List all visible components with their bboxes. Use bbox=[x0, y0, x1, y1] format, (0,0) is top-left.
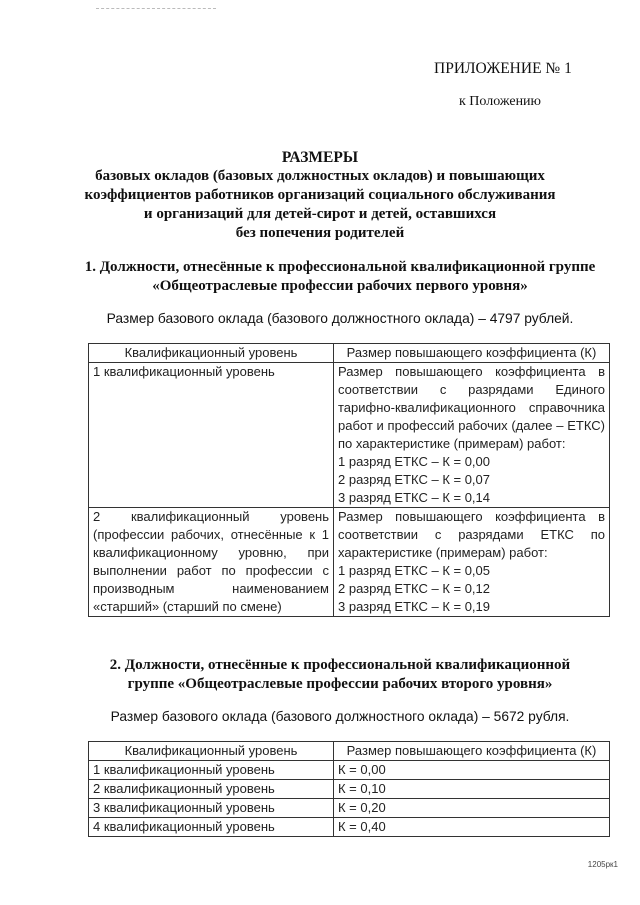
table-row bbox=[89, 761, 610, 780]
section-2-heading bbox=[60, 656, 620, 694]
grade-line: 2 разряд ЕТКС – К = 0,12 bbox=[338, 581, 491, 596]
header-cell-coef: Размер повышающего коэффициента (К) bbox=[334, 742, 610, 761]
coef-cell bbox=[334, 363, 610, 508]
section-2-salary: Размер базового оклада (базового должностного оклада) – 5672 рубля. bbox=[110, 709, 570, 724]
regulation-reference: к Положению bbox=[459, 94, 542, 109]
scan-artifact bbox=[96, 8, 216, 13]
grade-line: 3 разряд ЕТКС – К = 0,19 bbox=[338, 599, 491, 614]
title-line: базовых окладов (базовых должностных окладов) и повышающих bbox=[95, 168, 545, 184]
coef-cell: К = 0,00 bbox=[334, 761, 610, 780]
coef-cell bbox=[334, 508, 610, 617]
coef-cell: К = 0,20 bbox=[334, 799, 610, 818]
level-cell: 1 квалификационный уровень bbox=[89, 761, 334, 780]
grade-line: 1 разряд ЕТКС – К = 0,00 bbox=[338, 454, 491, 469]
heading-line: «Общеотраслевые профессии рабочих первого уровня» bbox=[152, 278, 528, 294]
title-line: РАЗМЕРЫ bbox=[281, 149, 359, 166]
section-1-table bbox=[88, 343, 610, 617]
heading-line: 1. Должности, отнесённые к профессиональной квалификационной группе bbox=[84, 259, 596, 275]
title-line: без попечения родителей bbox=[235, 225, 405, 241]
table-header-row bbox=[89, 742, 610, 761]
grade-line: 3 разряд ЕТКС – К = 0,14 bbox=[338, 490, 491, 505]
grade-line: 1 разряд ЕТКС – К = 0,05 bbox=[338, 563, 491, 578]
level-cell: 4 квалификационный уровень bbox=[89, 818, 334, 837]
table-row bbox=[89, 363, 610, 508]
document-code: 1205рк1 bbox=[587, 860, 618, 869]
coef-intro: Размер повышающего коэффициента в соответствии с разрядами Единого тарифно-квалификационного справочника работ и профессий рабочих (далее – ЕТКС) по характеристике (примерам) работ: bbox=[338, 364, 605, 451]
coef-cell: К = 0,40 bbox=[334, 818, 610, 837]
document-title bbox=[0, 148, 640, 243]
title-line: и организаций для детей-сирот и детей, оставшихся bbox=[143, 206, 497, 222]
table-row bbox=[89, 799, 610, 818]
heading-line: группе «Общеотраслевые профессии рабочих второго уровня» bbox=[127, 676, 553, 692]
header-cell-coef: Размер повышающего коэффициента (К) bbox=[334, 344, 610, 363]
table-row bbox=[89, 818, 610, 837]
table-header-row bbox=[89, 344, 610, 363]
header-cell-level: Квалификационный уровень bbox=[89, 344, 334, 363]
title-line: коэффициентов работников организаций социального обслуживания bbox=[84, 187, 556, 203]
coef-intro: Размер повышающего коэффициента в соответствии с разрядами ЕТКС по характеристике (примерам) работ: bbox=[338, 509, 605, 560]
level-cell: 1 квалификационный уровень bbox=[89, 363, 334, 508]
section-1-heading bbox=[60, 258, 620, 296]
coef-cell: К = 0,10 bbox=[334, 780, 610, 799]
level-cell: 3 квалификационный уровень bbox=[89, 799, 334, 818]
grade-line: 2 разряд ЕТКС – К = 0,07 bbox=[338, 472, 491, 487]
appendix-label: ПРИЛОЖЕНИЕ № 1 bbox=[434, 60, 572, 77]
table-row bbox=[89, 508, 610, 617]
table-row bbox=[89, 780, 610, 799]
section-1-salary: Размер базового оклада (базового должностного оклада) – 4797 рублей. bbox=[106, 311, 574, 326]
level-cell: 2 квалификационный уровень bbox=[89, 780, 334, 799]
level-cell: 2 квалификационный уровень (профессии рабочих, отнесённые к 1 квалификационному уровню, при выполнении работ по профессии с производным наименованием «старший» (старший по смене) bbox=[89, 508, 334, 617]
heading-line: 2. Должности, отнесённые к профессиональной квалификационной bbox=[109, 657, 571, 673]
header-cell-level: Квалификационный уровень bbox=[89, 742, 334, 761]
section-2-table bbox=[88, 741, 610, 837]
